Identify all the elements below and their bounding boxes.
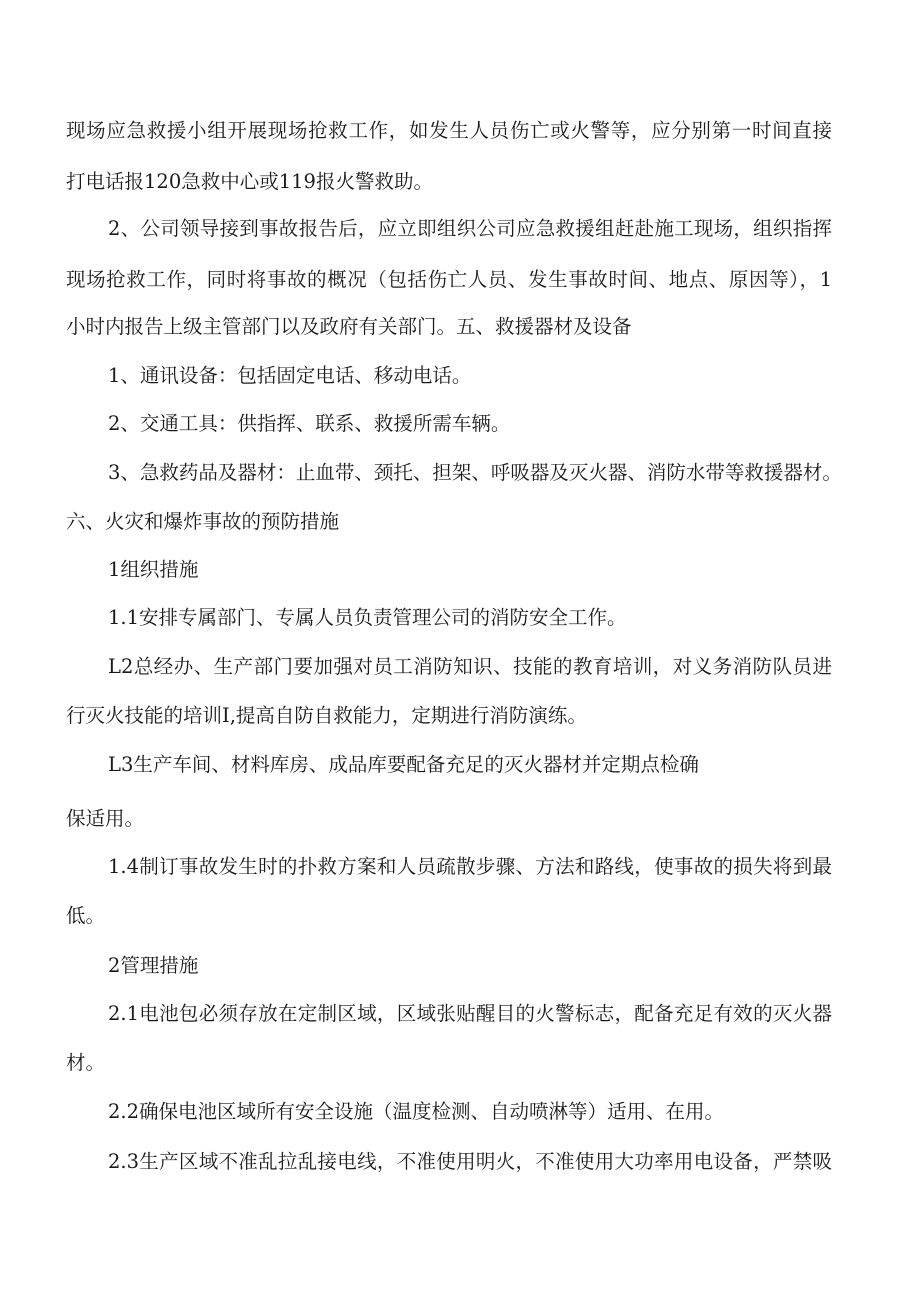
text-line: 2.2确保电池区域所有安全设施（温度检测、自动喷淋等）适用、在用。	[108, 1100, 725, 1123]
text-line: 现场应急救援小组开展现场抢救工作，如发生人员伤亡或火警等，应分别第一时间直接	[66, 119, 832, 142]
text-line: 行灭火技能的培训I,提高自防自救能力，定期进行消防演练。	[66, 704, 587, 727]
text-line: 小时内报告上级主管部门以及政府有关部门。五、救援器材及设备	[66, 315, 632, 338]
text-line: L3生产车间、材料库房、成品库要配备充足的灭火器材并定期点检确	[108, 753, 699, 776]
text-line: 材。	[66, 1051, 106, 1074]
text-line: 保适用。	[66, 807, 145, 830]
text-line: 1.1安排专属部门、专属人员负责管理公司的消防安全工作。	[108, 606, 627, 629]
subsection-heading: 1组织措施	[108, 558, 199, 581]
text-line: 2.1电池包必须存放在定制区域，区域张贴醒目的火警标志，配备充足有效的灭火器	[108, 1002, 832, 1025]
text-line: 现场抢救工作，同时将事故的概况（包括伤亡人员、发生事故时间、地点、原因等），1	[66, 268, 832, 291]
text-line: 3、急救药品及器材：止血带、颈托、担架、呼吸器及灭火器、消防水带等救援器材。	[108, 461, 842, 484]
text-line: 2.3生产区域不准乱拉乱接电线，不准使用明火，不准使用大功率用电设备，严禁吸	[108, 1150, 832, 1173]
text-line: 1、通讯设备：包括固定电话、移动电话。	[108, 364, 472, 387]
subsection-heading: 2管理措施	[108, 954, 199, 977]
text-line: 2、公司领导接到事故报告后，应立即组织公司应急救援组赶赴施工现场，组织指挥	[108, 217, 832, 240]
text-line: 2、交通工具：供指挥、联系、救援所需车辆。	[108, 412, 511, 435]
text-line: 低。	[66, 904, 106, 927]
text-line: 打电话报120急救中心或119报火警救助。	[66, 170, 433, 193]
section-heading: 六、火灾和爆炸事故的预防措施	[66, 510, 340, 533]
text-line: L2总经办、生产部门要加强对员工消防知识、技能的教育培训，对义务消防队员进	[108, 655, 832, 678]
text-line: 1.4制订事故发生时的扑救方案和人员疏散步骤、方法和路线，使事故的损失将到最	[108, 855, 832, 878]
